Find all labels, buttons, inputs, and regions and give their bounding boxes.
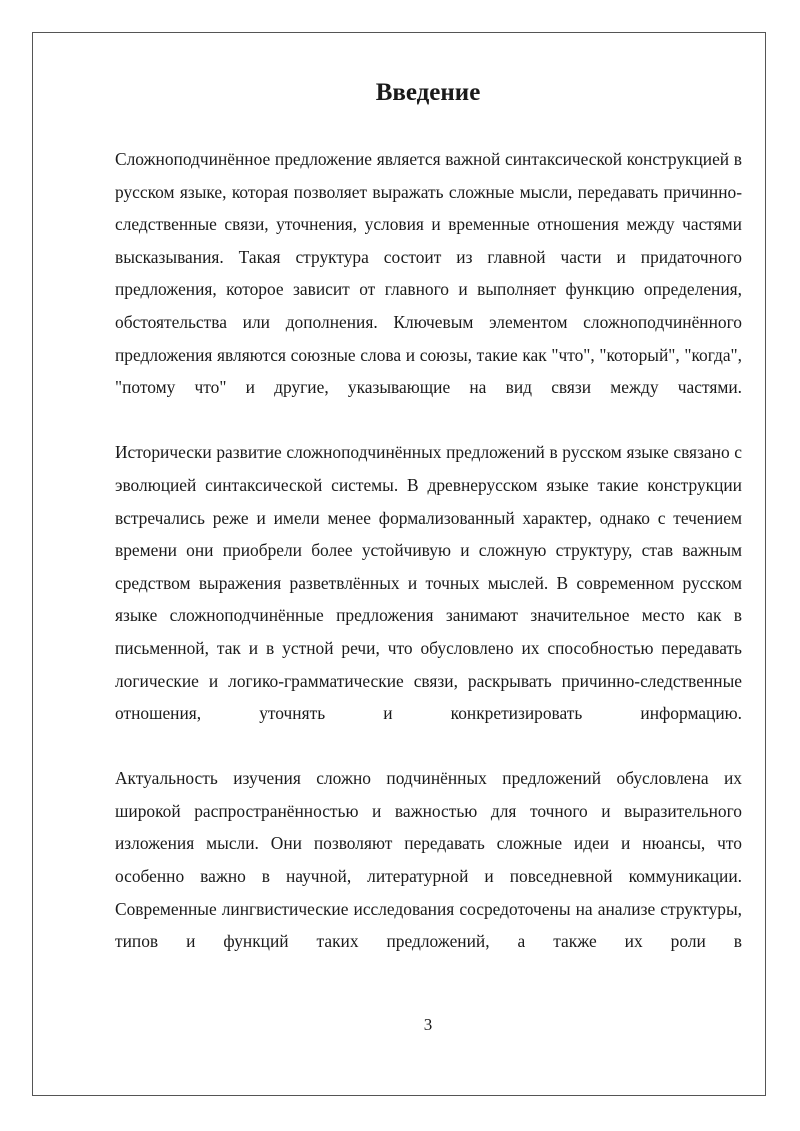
paragraph-3: Актуальность изучения сложно подчинённых предложений обусловлена их широкой распространённостью и важностью для точного и выразительного изложения мысли. Они позволяют передавать сложные идеи и нюансы, что особенно важно в научной, литературной и повседневной коммуникации. Современные лингвистические исследования сосредоточены на анализе структуры, типов и функций таких предложений, а также их роли в: [115, 768, 742, 952]
paragraph-2: Исторически развитие сложноподчинённых предложений в русском языке связано с эволюцией синтаксической системы. В древнерусском языке такие конструкции встречались реже и имели менее формализованный характер, однако с течением времени они приобрели более устойчивую и сложную структуру, став важным средством выражения разветвлённых и точных мыслей. В современном русском языке сложноподчинённые предложения занимают значительное место как в письменной, так и в устной речи, что обусловлено их способностью передавать логические и логико-грамматические связи, раскрывать причинно-следственные отношения, уточнять и конкретизировать информацию.: [115, 442, 742, 724]
document-body: [115, 143, 742, 958]
page-title: Введение: [375, 79, 481, 106]
page-number: 3: [423, 1015, 433, 1034]
paragraph-1: Сложноподчинённое предложение является важной синтаксической конструкцией в русском языке, которая позволяет выражать сложные мысли, передавать причинно-следственные связи, уточнения, условия и временные отношения между частями высказывания. Такая структура состоит из главной части и придаточного предложения, которое зависит от главного и выполняет функцию определения, обстоятельства или дополнения. Ключевым элементом сложноподчинённого предложения являются союзные слова и союзы, такие как "что", "который", "когда", "потому что" и другие, указывающие на вид связи между частями.: [115, 149, 742, 398]
